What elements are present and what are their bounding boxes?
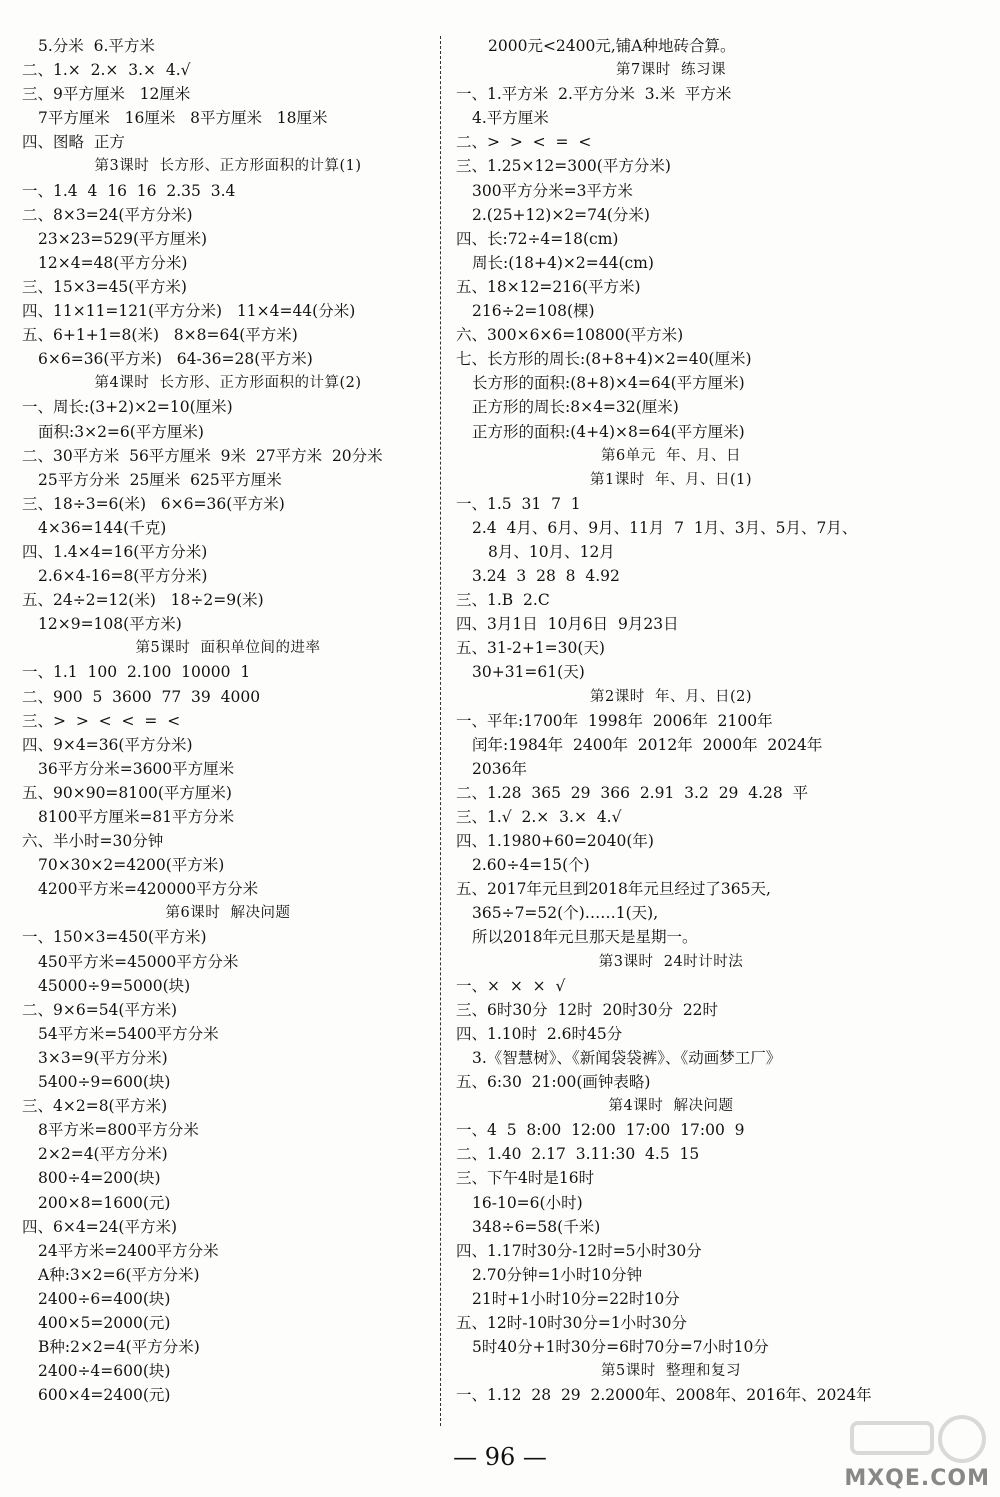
answer-line: 4.平方厘米 (472, 109, 549, 128)
answer-line: 450平方米=45000平方分米 (38, 952, 239, 971)
answer-line: 2.70分钟=1小时10分钟 (472, 1265, 643, 1284)
answer-line: 一、1.12 28 29 2.2000年、2008年、2016年、2024年 (456, 1386, 872, 1405)
answer-line: 四、3月1日 10月6日 9月23日 (456, 615, 679, 634)
answer-line: 三、18÷3=6(米) 6×6=36(平方米) (22, 494, 285, 513)
answer-line: 二、> > < = < (456, 133, 592, 152)
answer-line: 五、2017年元旦到2018年元旦经过了365天, (456, 880, 771, 899)
answer-line: 36平方分米=3600平方厘米 (38, 759, 235, 778)
answer-line: 23×23=529(平方厘米) (38, 229, 208, 248)
answer-line: 54平方米=5400平方分米 (38, 1024, 219, 1043)
section-heading: 第3课时 长方形、正方形面积的计算(1) (94, 158, 362, 175)
answer-line: 2400÷4=600(块) (38, 1362, 171, 1381)
answer-line: 一、1.平方米 2.平方分米 3.米 平方米 (456, 85, 732, 104)
answer-line: 四、1.1980+60=2040(年) (456, 832, 654, 851)
answer-line: 五、12时-10时30分=1小时30分 (456, 1313, 687, 1332)
answer-line: 5.分米 6.平方米 (38, 37, 155, 55)
column-divider (440, 36, 441, 1426)
answer-line: A种:3×2=6(平方分米) (38, 1265, 200, 1284)
section-heading: 第6课时 解决问题 (165, 905, 291, 922)
answer-line: 三、> > < < = < (22, 711, 181, 730)
answer-line: 200×8=1600(元) (38, 1193, 171, 1212)
answer-line: 三、15×3=45(平方米) (22, 277, 187, 296)
answer-line: 8100平方厘米=81平方分米 (38, 808, 235, 826)
answer-line: 三、6时30分 12时 20时30分 22时 (456, 1000, 719, 1019)
watermark-text: MXQE.COM (844, 1466, 990, 1491)
answer-line: 216÷2=108(棵) (472, 302, 595, 321)
answer-line: 七、长方形的周长:(8+8+4)×2=40(厘米) (456, 350, 752, 369)
answer-line: 348÷6=58(千米) (472, 1217, 601, 1236)
answer-line: 所以2018年元旦那天是星期一。 (472, 928, 698, 947)
answer-line: 2.(25+12)×2=74(分米) (472, 205, 650, 224)
answer-line: 周长:(18+4)×2=44(cm) (472, 253, 654, 272)
section-heading: 第4课时 解决问题 (608, 1098, 734, 1115)
answer-line: 365÷7=52(个)……1(天), (472, 904, 659, 923)
answer-line: 16-10=6(小时) (472, 1193, 583, 1212)
answer-line: 45000÷9=5000(块) (38, 976, 191, 995)
answer-line: 正方形的面积:(4+4)×8=64(平方厘米) (472, 422, 745, 441)
section-heading: 第3课时 24时计时法 (598, 953, 744, 970)
page-number: — 96 — (453, 1443, 547, 1471)
answer-line: 一、周长:(3+2)×2=10(厘米) (22, 398, 233, 417)
answer-line: 二、1.28 365 29 366 2.91 3.2 29 4.28 平 (456, 783, 809, 802)
answer-line: 24平方米=2400平方分米 (38, 1241, 219, 1260)
answer-line: 12×4=48(平方分米) (38, 253, 188, 272)
answer-line: 4×36=144(千克) (38, 518, 167, 537)
answer-line: 2.6×4-16=8(平方分米) (38, 567, 208, 586)
answer-line: 二、900 5 3600 77 39 4000 (22, 687, 261, 706)
answer-line: 四、1.10时 2.6时45分 (456, 1024, 623, 1043)
answer-line: 三、1.B 2.C (456, 591, 550, 610)
answer-line: 2.60÷4=15(个) (472, 856, 590, 875)
answer-line: 四、11×11=121(平方分米) 11×4=44(分米) (22, 302, 356, 321)
answer-line: 三、1.√ 2.× 3.× 4.√ (456, 808, 622, 826)
answer-line: 30+31=61(天) (472, 663, 585, 682)
answer-line: 7平方厘米 16厘米 8平方厘米 18厘米 (38, 109, 328, 128)
answer-line: 二、9×6=54(平方米) (22, 1000, 178, 1019)
left-column (22, 34, 434, 1407)
answer-line: 闰年:1984年 2400年 2012年 2000年 2024年 (472, 735, 823, 754)
answer-line: 800÷4=200(块) (38, 1169, 161, 1188)
answer-line: 二、30平方米 56平方厘米 9米 27平方米 20分米 (22, 446, 383, 465)
answer-line: 四、1.17时30分-12时=5小时30分 (456, 1241, 702, 1260)
answer-line: 二、8×3=24(平方分米) (22, 205, 193, 224)
answer-line: 一、平年:1700年 1998年 2006年 2100年 (456, 711, 773, 730)
answer-line: 五、24÷2=12(米) 18÷2=9(米) (22, 591, 264, 610)
answer-line: 六、半小时=30分钟 (22, 832, 164, 851)
answer-line: 六、300×6×6=10800(平方米) (456, 326, 684, 345)
answer-line: 四、长:72÷4=18(cm) (456, 229, 619, 248)
answer-line: 70×30×2=4200(平方米) (38, 856, 225, 875)
section-heading: 第2课时 年、月、日(2) (590, 688, 752, 705)
answer-line: 3×3=9(平方分米) (38, 1048, 168, 1067)
answer-line: 2000元<2400元,铺A种地砖合算。 (488, 37, 736, 55)
section-heading: 第5课时 面积单位间的进率 (135, 640, 321, 657)
answer-line: 五、31-2+1=30(天) (456, 639, 605, 658)
section-heading: 第7课时 练习课 (616, 62, 726, 79)
answer-line: B种:2×2=4(平方分米) (38, 1338, 200, 1357)
section-heading: 第4课时 长方形、正方形面积的计算(2) (94, 375, 362, 392)
answer-line: 五、6+1+1=8(米) 8×8=64(平方米) (22, 326, 298, 345)
answer-line: 三、1.25×12=300(平方分米) (456, 157, 671, 176)
answer-line: 21时+1小时10分=22时10分 (472, 1289, 680, 1308)
answer-line: 5时40分+1时30分=6时70分=7小时10分 (472, 1338, 769, 1357)
answer-line: 四、1.4×4=16(平方分米) (22, 542, 208, 561)
answer-line: 五、6:30 21:00(画钟表略) (456, 1073, 651, 1092)
answer-line: 2400÷6=400(块) (38, 1289, 171, 1308)
answer-line: 一、4 5 8:00 12:00 17:00 17:00 9 (456, 1121, 745, 1140)
answer-line: 8月、10月、12月 (488, 542, 615, 561)
section-heading: 第6单元 年、月、日 (601, 447, 741, 464)
answer-line: 3.《智慧树》、《新闻袋袋裤》、《动画梦工厂》 (472, 1048, 782, 1067)
answer-line: 面积:3×2=6(平方厘米) (38, 422, 204, 441)
right-column (456, 34, 886, 1407)
answer-line: 5400÷9=600(块) (38, 1073, 171, 1092)
answer-line: 4200平方米=420000平方分米 (38, 880, 259, 899)
answer-line: 三、4×2=8(平方米) (22, 1097, 168, 1116)
answer-line: 3.24 3 28 8 4.92 (472, 567, 620, 586)
answer-line: 四、图略 正方 (22, 133, 125, 152)
answer-line: 一、1.4 4 16 16 2.35 3.4 (22, 181, 236, 200)
section-heading: 第1课时 年、月、日(1) (590, 471, 752, 488)
answer-line: 二、1.40 2.17 3.11:30 4.5 15 (456, 1145, 700, 1164)
answer-line: 6×6=36(平方米) 64-36=28(平方米) (38, 350, 313, 369)
answer-line: 四、6×4=24(平方米) (22, 1217, 178, 1236)
answer-line: 四、9×4=36(平方分米) (22, 735, 193, 754)
answer-line: 600×4=2400(元) (38, 1386, 171, 1405)
answer-line: 二、1.× 2.× 3.× 4.√ (22, 61, 191, 80)
answer-line: 一、1.5 31 7 1 (456, 494, 581, 513)
answer-line: 25平方分米 25厘米 625平方厘米 (38, 470, 282, 489)
answer-line: 8平方米=800平方分米 (38, 1121, 199, 1140)
answer-line: 400×5=2000(元) (38, 1313, 171, 1332)
answer-line: 2.4 4月、6月、9月、11月 7 1月、3月、5月、7月、 (472, 518, 858, 537)
answer-line: 一、150×3=450(平方米) (22, 928, 207, 947)
answer-line: 一、1.1 100 2.100 10000 1 (22, 663, 251, 682)
answer-line: 一、× × × √ (456, 976, 566, 995)
answer-line: 2×2=4(平方分米) (38, 1145, 168, 1164)
answer-line: 300平方分米=3平方米 (472, 181, 633, 200)
answer-line: 三、下午4时是16时 (456, 1169, 595, 1188)
answer-line: 五、90×90=8100(平方厘米) (22, 783, 232, 802)
section-heading: 第5课时 整理和复习 (601, 1363, 741, 1380)
answer-line: 长方形的面积:(8+8)×4=64(平方厘米) (472, 374, 745, 393)
answer-line: 2036年 (472, 759, 527, 778)
answer-line: 12×9=108(平方米) (38, 615, 182, 634)
answer-line: 三、9平方厘米 12厘米 (22, 85, 191, 104)
answer-line: 正方形的周长:8×4=32(厘米) (472, 398, 679, 417)
answer-line: 五、18×12=216(平方米) (456, 277, 641, 296)
